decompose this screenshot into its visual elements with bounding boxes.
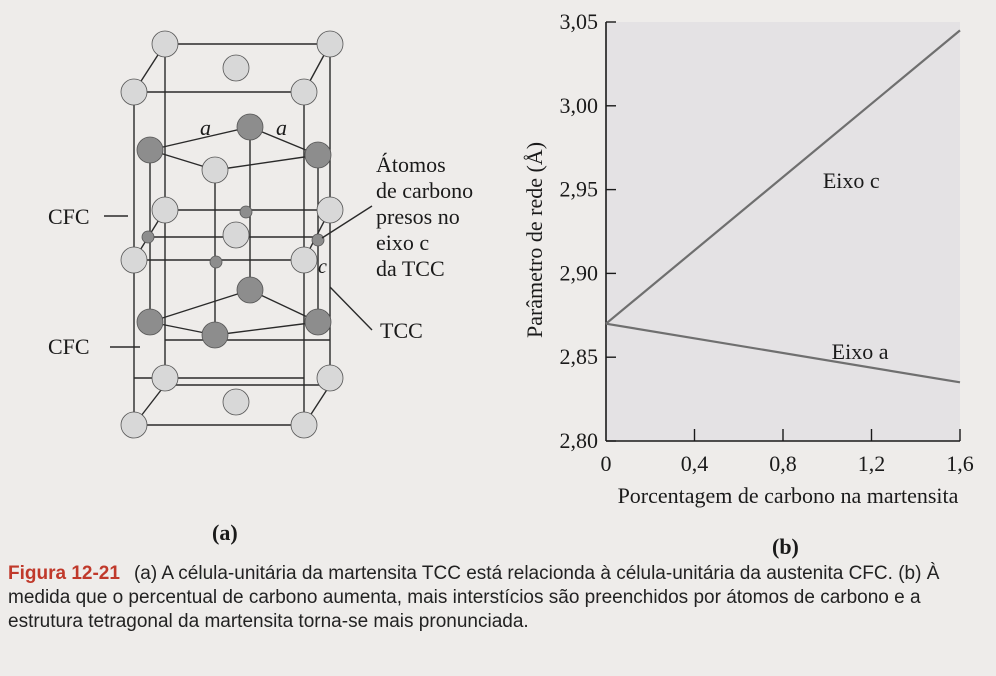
iron-atom xyxy=(291,247,317,273)
iron-atom xyxy=(223,389,249,415)
caption-text: (a) A célula-unitária da martensita TCC está relacionda à célula-unitária da austenita CFC. (b) À medida que o percentual de carbono aumenta, mais interstícios são preenchidos por átomos de carbono e a estrutura tetragonal da martensita torna-se mais pronunciada. xyxy=(8,563,940,632)
panel-b-label: (b) xyxy=(772,534,799,559)
panel-a-label: (a) xyxy=(212,520,238,545)
iron-atom xyxy=(305,309,331,335)
iron-atom xyxy=(121,412,147,438)
x-tick-label: 0,8 xyxy=(769,451,797,476)
x-tick-label: 0 xyxy=(600,451,612,476)
panel-b-chart xyxy=(522,9,974,559)
iron-atom xyxy=(137,137,163,163)
cfc-bottom-label: CFC xyxy=(48,334,90,359)
carbon-note-line-5: da TCC xyxy=(376,256,445,281)
figure-caption xyxy=(8,562,958,634)
iron-atom xyxy=(317,31,343,57)
y-tick-label: 2,85 xyxy=(559,344,598,370)
iron-atom xyxy=(152,365,178,391)
lattice-edge xyxy=(215,322,318,335)
iron-atom xyxy=(121,79,147,105)
y-tick-label: 2,90 xyxy=(559,260,598,286)
iron-atom xyxy=(152,31,178,57)
y-axis-label: Parâmetro de rede (Å) xyxy=(522,141,547,339)
carbon-atom xyxy=(312,234,324,246)
y-tick-label: 2,80 xyxy=(559,428,598,453)
tcc-leader xyxy=(330,287,372,330)
carbon-note-line-4: eixo c xyxy=(376,230,430,255)
iron-atom xyxy=(137,309,163,335)
iron-atom xyxy=(291,412,317,438)
iron-atom xyxy=(305,142,331,168)
iron-atom xyxy=(317,365,343,391)
carbon-note-line-2: de carbono xyxy=(376,178,474,203)
iron-atom xyxy=(237,114,263,140)
iron-atom xyxy=(202,157,228,183)
lattice-edge xyxy=(215,155,318,170)
iron-atom xyxy=(223,222,249,248)
iron-atom xyxy=(317,197,343,223)
lattice-c-label: c xyxy=(318,256,327,278)
iron-atom xyxy=(291,79,317,105)
iron-atom xyxy=(237,277,263,303)
carbon-note-line-1: Átomos xyxy=(376,152,446,177)
iron-atom xyxy=(223,55,249,81)
carbon-atom xyxy=(240,206,252,218)
lattice-a-label-2: a xyxy=(276,115,287,140)
figure-number: Figura 12-21 xyxy=(8,563,120,584)
carbon-atom xyxy=(210,256,222,268)
series-label-c-axis: Eixo c xyxy=(822,168,880,194)
x-tick-label: 0,4 xyxy=(680,451,709,476)
iron-atom xyxy=(152,197,178,223)
y-tick-label: 2,95 xyxy=(559,176,598,202)
tcc-label: TCC xyxy=(380,318,423,343)
iron-atom xyxy=(202,322,228,348)
x-tick-label: 1,2 xyxy=(857,451,886,476)
cfc-top-label: CFC xyxy=(48,204,90,229)
carbon-atom xyxy=(142,231,154,243)
carbon-note-line-3: presos no xyxy=(376,204,460,229)
series-label-a-axis: Eixo a xyxy=(831,339,889,365)
lattice-a-label-1: a xyxy=(200,115,211,140)
plot-area xyxy=(606,22,960,441)
x-axis-label: Porcentagem de carbono na martensita xyxy=(617,483,959,508)
carbon-atoms-note xyxy=(376,152,473,281)
y-tick-label: 3,00 xyxy=(559,92,598,118)
panel-a-unit-cell-diagram xyxy=(48,31,473,545)
x-tick-label: 1,6 xyxy=(946,451,974,476)
iron-atom xyxy=(121,247,147,273)
y-tick-label: 3,05 xyxy=(559,9,598,34)
